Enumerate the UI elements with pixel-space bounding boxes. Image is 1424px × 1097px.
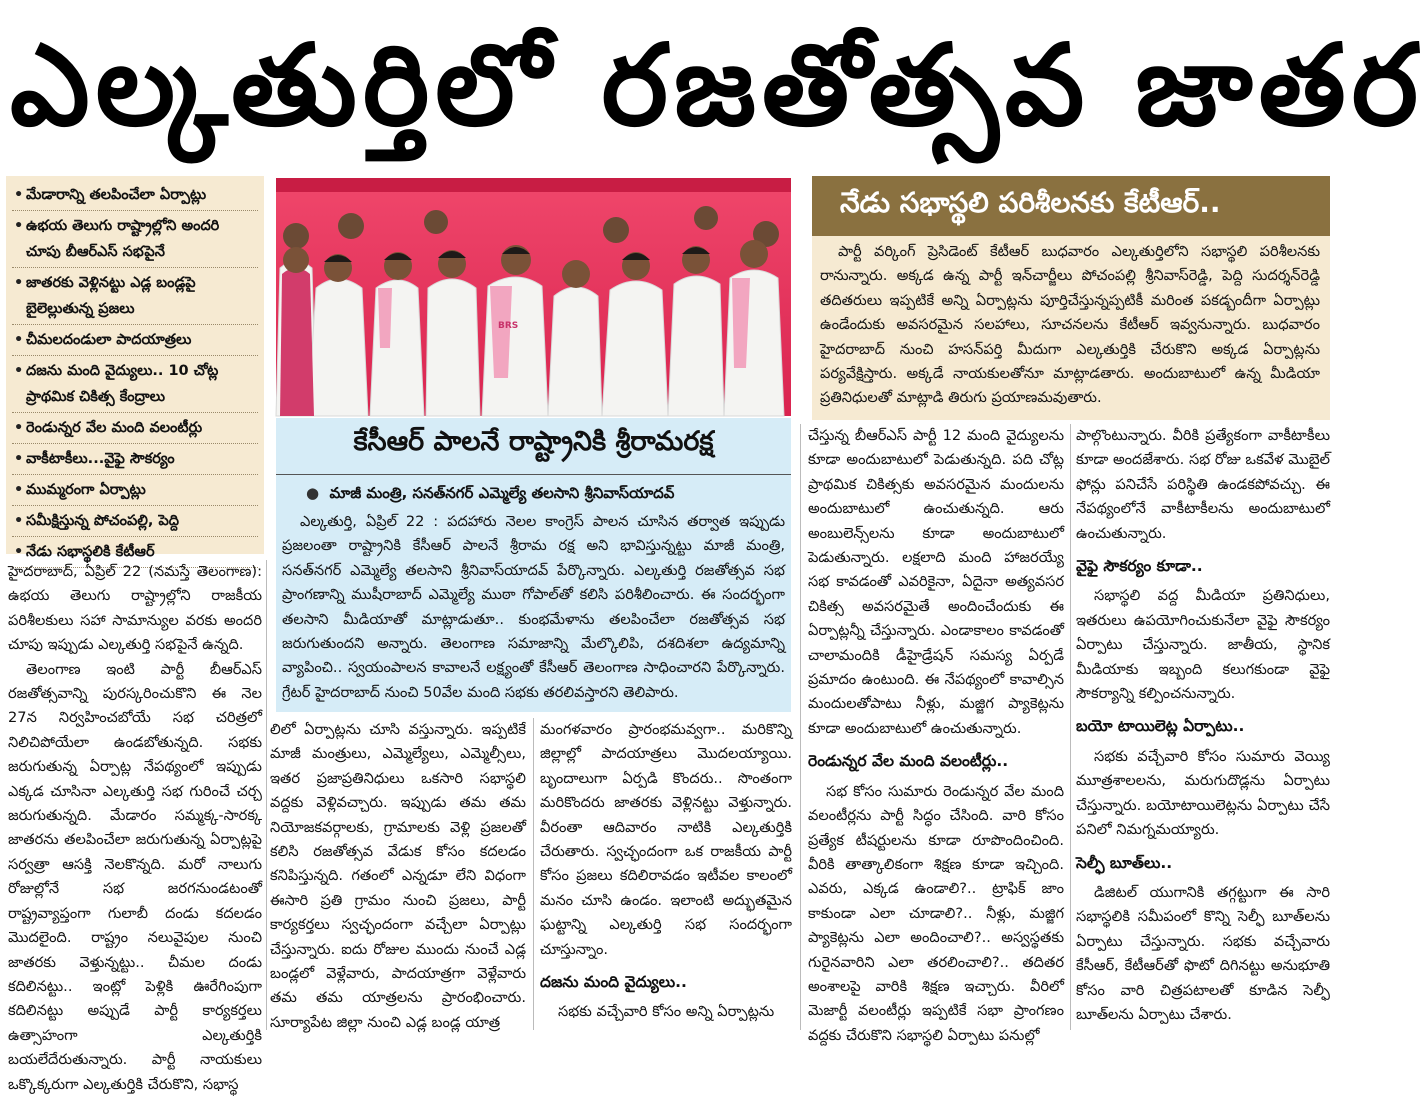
article-column-1 [8,560,262,1093]
article-column-5 [1076,424,1330,1032]
crowd-photo-illustration [276,178,791,416]
highlight-item: • చీమలదండులా పాదయాత్రలు [12,325,258,356]
highlight-item: • వాకీటాకీలు...వైఫై సౌకర్యం [12,444,258,475]
kcr-statement-box [276,418,791,712]
highlight-item: • ఉభయ తెలుగు రాష్ట్రాల్లోని అందరి చూపు బీఆర్‌ఎస్‌ సభపైనే [12,211,258,268]
col5-paragraph: డిజిటల్‌ యుగానికి తగ్గట్టుగా ఈ సారి సభాస్థలికి సమీపంలో కొన్ని సెల్ఫీ బూత్‌లను ఏర్పాటు చేస్తున్నారు. సభకు వచ్చేవారు కేసీఆర్‌, కేటీఆర్‌తో ఫొటో దిగినట్టు అనుభూతి కోసం వారి చిత్రపటాలతో కూడిన సెల్ఫీ బూత్‌లను ఏర్పాటు చేశారు. [1076,883,1330,1023]
col1-paragraph: తెలంగాణ ఇంటి పార్టీ బీఆర్‌ఎస్‌ రజతోత్సవాన్ని పురస్కరించుకొని ఈ నెల 27న నిర్వహించబోయే సభ చరిత్రలో నిలిచిపోయేలా ఉండబోతున్నది. సభకు జరుగుతున్న ఏర్పాట్ల నేపథ్యంలో ఇప్పుడు ఎక్కడ చూసినా ఎల్కతుర్తి సభ గురించే చర్చ జరుగుతున్నది. మేడారం సమ్మక్క-సారక్క జాతరను తలపించేలా జరుగుతున్న ఏర్పాట్లపై సర్వత్రా ఆసక్తి నెలకొన్నది. మరో నాలుగు రోజుల్లోనే సభ జరగనుండటంతో రాష్ట్రవ్యాప్తంగా గులాబీ దండు కదలడం మొదలైంది. రాష్ట్రం నలువైపుల నుంచి జాతరకు వెళ్తున్నట్టు.. చీమల దండు కదిలినట్టు.. ఇంట్లో పెళ్లికి ఊరేగింపుగా కదిలినట్టు అప్పుడే పార్టీ కార్యకర్తలు ఉత్సాహంగా ఎల్కతుర్తికి బయలేదేరుతున్నారు. పార్టీ నాయకులు ఒక్కొక్కరుగా ఎల్కతుర్తికి చేరుకొని, సభాస్థ [8,660,262,1093]
column-rule [800,424,801,1030]
highlights-box [6,176,264,560]
col5-subhead-toilets: బయో టాయిలెట్ల ఏర్పాటు.. [1076,717,1245,736]
kcr-box-body [282,510,785,705]
article-column-2 [270,718,526,1032]
ktr-visit-box [812,176,1330,420]
column-rule [1070,424,1071,1030]
highlights-list [6,176,264,568]
highlight-item: • దజను మంది వైద్యులు.. 10 చోట్ల ప్రాథమిక చికిత్స కేంద్రాలు [12,356,258,413]
news-photo [276,178,791,416]
col5-paragraph: పాల్గొంటున్నారు. వీరికి ప్రత్యేకంగా వాకీటాకీలు కూడా అందజేశారు. సభ రోజు ఒకవేళ మొబైల్‌ ఫోన్లు పనిచేసే పరిస్థితి ఉండకపోవచ్చు. ఈ నేపథ్యంలోనే వాకీటాకీలను అందుబాటులో ఉంచుతున్నారు. [1076,427,1330,542]
column-rule [266,560,267,1030]
col5-subhead-wifi: వైఫై సౌకర్యం కూడా.. [1076,557,1203,576]
article-column-4 [808,424,1064,1044]
byline-text: మాజీ మంత్రి, సనత్‌నగర్‌ ఎమ్మెల్యే తలసాని శ్రీనివాస్‌యాదవ్‌ [329,484,675,502]
col3-paragraph: సభకు వచ్చేవారి కోసం అన్ని ఏర్పాట్లను [558,1003,775,1021]
col4-paragraph: చేస్తున్న బీఆర్‌ఎస్‌ పార్టీ 12 మంది వైద్యులను కూడా అందుబాటులో పెడుతున్నది. పది చోట్ల ప్రాథమిక చికిత్సకు అవసరమైన మందులను అందుబాటులో ఉంచుతున్నది. ఆరు అంబులెన్స్‌లను కూడా అందుబాటులో పెడుతున్నారు. లక్షలాది మంది హాజరయ్యే సభ కావడంతో ఎవరికైనా, ఏదైనా అత్యవసర చికిత్స అవసరమైతే అందించేందుకు ఈ ఏర్పాట్లన్నీ చేస్తున్నారు. ఎండాకాలం కావడంతో చాలామందికి డీహైడ్రేషన్‌ సమస్య ఏర్పడే ప్రమాదం ఉంటుంది. ఈ నేపథ్యంలో కావాల్సిన మందులతోపాటు నీళ్లు, మజ్జిగ ప్యాకెట్లను కూడా అందుబాటులో ఉంచుతున్నారు. [808,427,1064,737]
highlight-item: • రెండున్నర వేల మంది వలంటీర్లు [12,413,258,444]
kcr-box-title: కేసీఆర్‌ పాలనే రాష్ట్రానికి శ్రీరామరక్ష [353,426,714,457]
kcr-box-divider [276,474,791,475]
ktr-box-paragraph: పార్టీ వర్కింగ్‌ ప్రెసిడెంట్‌ కేటీఆర్‌ బుధవారం ఎల్కతుర్తిలోని సభాస్థలి పరిశీలనకు రానున్నారు. అక్కడ ఉన్న పార్టీ ఇన్‌చార్జీలు పోచంపల్లి శ్రీనివాస్‌రెడ్డి, పెద్ది సుదర్శన్‌రెడ్డి తదితరులు ఇప్పటికే అన్ని ఏర్పాట్లను పూర్తిచేస్తున్నప్పటికీ మరింత పకడ్బందీగా ఏర్పాట్లు ఉండేందుకు అవసరమైన సలహాలు, సూచనలను కేటీఆర్‌ ఇవ్వనున్నారు. బుధవారం హైదరాబాద్‌ నుంచి హసన్‌పర్తి మీదుగా ఎల్కతుర్తికి చేరుకొని అక్కడ ఏర్పాట్లను పర్యవేక్షిస్తారు. అక్కడే నాయకులతోనూ మాట్లాడతారు. అందుబాటులో ఉన్న మీడియా ప్రతినిధులతో మాట్లాడి తిరుగు ప్రయాణమవుతారు. [820,243,1320,407]
ktr-banner [812,176,1330,236]
ktr-box-body [820,240,1320,411]
article-column-3 [540,718,792,1032]
col4-subhead: రెండున్నర వేల మంది వలంటీర్లు.. [808,752,1009,771]
bullet-icon: ● [306,484,330,502]
col3-subhead: దజను మంది వైద్యులు.. [540,973,687,992]
col2-paragraph: లిలో ఏర్పాట్లను చూసి వస్తున్నారు. ఇప్పటికే మాజీ మంత్రులు, ఎమ్మెల్యేలు, ఎమ్మెల్సీలు, ఇతర ప్రజాప్రతినిధులు ఒకసారి సభాస్థలి వద్దకు వెళ్లివచ్చారు. ఇప్పుడు తమ తమ నియోజకవర్గాలకు, గ్రామాలకు వెళ్లి ప్రజలతో కలిసి రజతోత్సవ వేడుక కోసం కదలడం కనిపిస్తున్నది. గతంలో ఎన్నడూ లేని విధంగా ఈసారి ప్రతి గ్రామం నుంచి ప్రజలు, పార్టీ కార్యకర్తలు స్వచ్ఛందంగా వచ్చేలా ఏర్పాట్లు చేస్తున్నారు. ఐదు రోజుల ముందు నుంచే ఎడ్ల బండ్లలో వెళ్లేవారు, పాదయాత్రగా వెళ్లేవారు తమ తమ యాత్రలను ప్రారంభించారు. సూర్యాపేట జిల్లా నుంచి ఎడ్ల బండ్ల యాత్ర [270,721,526,1031]
kcr-box-byline [306,484,674,506]
highlight-item: • మేడారాన్ని తలపించేలా ఏర్పాట్లు [12,180,258,211]
col3-paragraph: మంగళవారం ప్రారంభమవ్వగా.. మరికొన్ని జిల్లాల్లో పాదయాత్రలు మొదలయ్యాయి. బృందాలుగా ఏర్పడి కొందరు.. సొంతంగా మరికొందరు జాతరకు వెళ్లినట్టు వెళ్తున్నారు. వీరంతా ఆదివారం నాటికి ఎల్కతుర్తికి చేరుతారు. స్వచ్ఛందంగా ఒక రాజకీయ పార్టీ కోసం ప్రజలు కదిలిరావడం ఇటీవల కాలంలో మనం చూసి ఉండం. ఇలాంటి అద్భుతమైన ఘట్టాన్ని ఎల్కతుర్తి సభ సందర్భంగా చూస్తున్నాం. [540,721,792,958]
kcr-box-paragraph: ఎల్కతుర్తి, ఏప్రిల్‌ 22 : పదహారు నెలల కాంగ్రెస్‌ పాలన చూసిన తర్వాత ఇప్పుడు ప్రజలంతా రాష్ట్రానికి కేసీఆర్‌ పాలనే శ్రీరామ రక్ష అని భావిస్తున్నట్టు మాజీ మంత్రి, సనత్‌నగర్‌ ఎమ్మెల్యే తలసాని శ్రీనివాస్‌యాదవ్‌ పేర్కొన్నారు. ఎల్కతుర్తి రజతోత్సవ సభ ప్రాంగణాన్ని ముషీరాబాద్‌ ఎమ్మెల్యే ముఠా గోపాల్‌తో కలిసి పరిశీలించారు. ఈ సందర్భంగా తలసాని మీడియాతో మాట్లాడుతూ.. కుంభమేళాను తలపించేలా రజతోత్సవ సభ జరుగుతుందని అన్నారు. తెలంగాణ సమాజాన్ని మేల్కొలిపి, దశదిశలా ఉద్యమాన్ని వ్యాపించి.. స్వయంపాలన కావాలనే లక్ష్యంతో కేసీఆర్‌ తెలంగాణ సాధించారని పేర్కొన్నారు. గ్రేటర్‌ హైదరాబాద్‌ నుంచి 50వేల మంది సభకు తరలివస్తారని తెలిపారు. [282,513,785,701]
column-rule [533,718,534,1030]
col5-paragraph: సభాస్థలి వద్ద మీడియా ప్రతినిధులు, ఇతరులు ఉపయోగించుకునేలా వైఫై సౌకర్యం ఏర్పాటు చేస్తున్నారు. జాతీయ, స్థానిక మీడియాకు ఇబ్బంది కలుగకుండా వైఫై సౌకర్యాన్ని కల్పించనున్నారు. [1076,587,1330,703]
headline: ఎల్కతుర్తిలో రజతోత్సవ జాతర [10,21,1424,151]
col1-paragraph: హైదరాబాద్‌, ఏప్రిల్‌ 22 (నమస్తే తెలంగాణ): ఉభయ తెలుగు రాష్ట్రాల్లోని రాజకీయ పరిశీలకులు సహా సామాన్యుల వరకు అందరి చూపు ఇప్పుడు ఎల్కతుర్తి సభపైనే ఉన్నది. [8,563,262,654]
scarf-badge: BRS [498,321,519,331]
col4-paragraph: సభ కోసం సుమారు రెండున్నర వేల మంది వలంటీర్లను పార్టీ సిద్ధం చేసింది. వారి కోసం ప్రత్యేక టీషర్టులను కూడా రూపొందించింది. వీరికి తాత్కాలికంగా శిక్షణ కూడా ఇచ్చింది. ఎవరు, ఎక్కడ ఉండాలి?.. ట్రాఫిక్‌ జాం కాకుండా ఎలా చూడాలి?.. నీళ్లు, మజ్జిగ ప్యాకెట్లను ఎలా అందించాలి?.. అస్వస్థతకు గురైనవారిని ఎలా తరలించాలి?.. తదితర అంశాలపై వారికి శిక్షణ ఇచ్చారు. వీరిలో మెజార్టీ వలంటీర్లు ఇప్పటికే సభా ప్రాంగణం వద్దకు చేరుకొని సభాస్థలి ఏర్పాటు పనుల్లో [808,782,1064,1044]
col5-subhead-selfie: సెల్ఫీ బూత్‌లు.. [1076,853,1173,872]
highlight-item: • జాతరకు వెళ్లినట్టు ఎడ్ల బండ్లపై బైలెల్లుతున్న ప్రజలు [12,268,258,325]
ktr-box-title: నేడు సభాస్థలి పరిశీలనకు కేటీఆర్‌.. [840,186,1221,219]
col5-paragraph: సభకు వచ్చేవారి కోసం సుమారు వెయ్యి మూత్రశాలలను, మరుగుదొడ్లను ఏర్పాటు చేస్తున్నారు. బయోటాయిలెట్లను ఏర్పాటు చేసే పనిలో నిమగ్నమయ్యారు. [1076,747,1330,839]
highlight-item: • నేడు సభాస్థలికి కేటీఆర్‌ [12,537,258,568]
highlight-item: • సమీక్షిస్తున్న పోచంపల్లి, పెద్ది [12,506,258,537]
highlight-item: • ముమ్మరంగా ఏర్పాట్లు [12,475,258,506]
